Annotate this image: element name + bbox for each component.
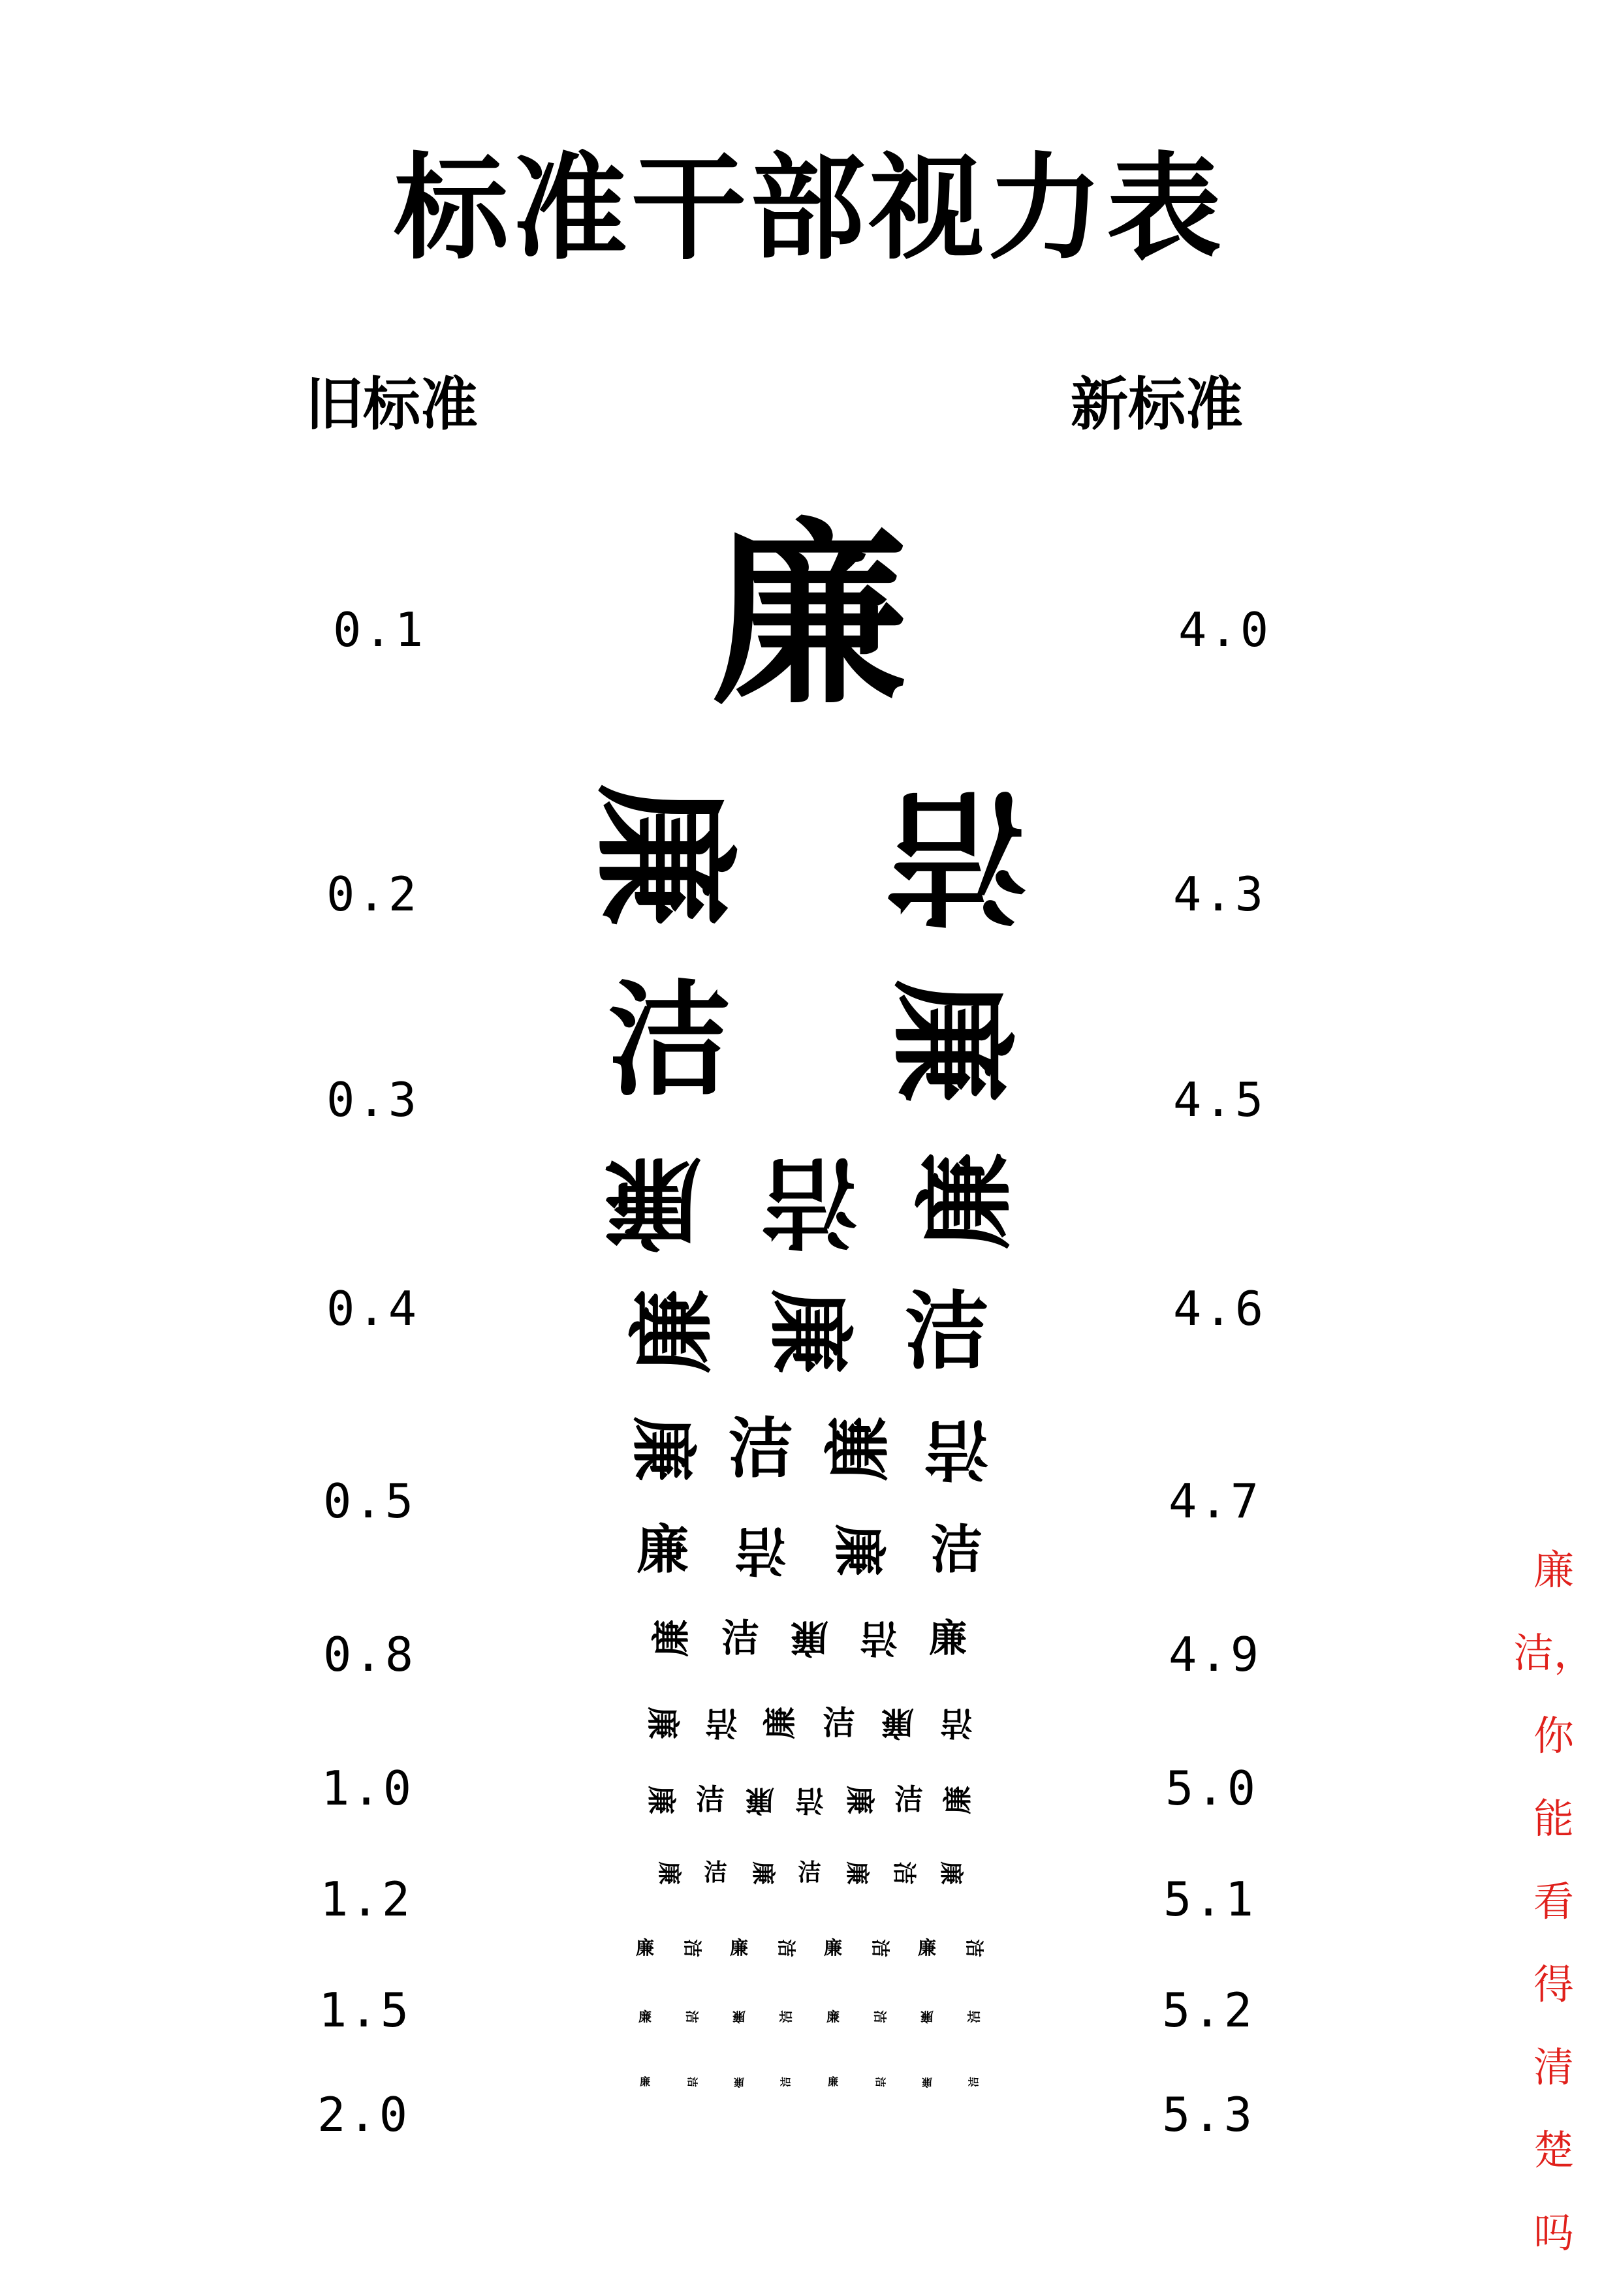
chart-character: 廉 xyxy=(640,2075,651,2088)
slogan-character: 廉 xyxy=(1533,1546,1574,1594)
old-scale-value: 1.0 xyxy=(321,1761,415,1816)
chart-character: 洁 xyxy=(859,1616,898,1660)
chart-row xyxy=(0,1144,1619,1258)
slogan-character: 清 xyxy=(1533,2043,1574,2091)
chart-row xyxy=(0,2010,1619,2023)
chart-character: 洁 xyxy=(607,969,732,1113)
chart-character: 廉 xyxy=(826,2009,840,2025)
page-title: 标准干部视力表 xyxy=(393,142,1225,275)
chart-character: 廉 xyxy=(636,1937,655,1959)
slogan-character: 吗 xyxy=(1533,2209,1574,2257)
chart-row xyxy=(0,1783,1619,1817)
chart-character: 廉 xyxy=(746,1784,774,1817)
new-scale-value: 4.0 xyxy=(1178,602,1272,657)
chart-character: 廉 xyxy=(761,1707,799,1739)
chart-character: 廉 xyxy=(921,2076,932,2088)
old-scale-value: 1.2 xyxy=(320,1872,413,1927)
new-scale-value: 4.9 xyxy=(1169,1627,1262,1682)
chart-row xyxy=(0,771,1619,939)
old-scale-value: 2.0 xyxy=(317,2087,411,2142)
chart-character: 廉 xyxy=(828,1524,889,1576)
chart-character: 洁 xyxy=(940,1704,973,1742)
new-scale-value: 4.7 xyxy=(1169,1474,1262,1528)
chart-character: 廉 xyxy=(820,1416,896,1482)
chart-character: 洁 xyxy=(872,2010,888,2023)
chart-row xyxy=(0,2077,1619,2087)
chart-character: 廉 xyxy=(843,1861,870,1885)
chart-character: 廉 xyxy=(920,2009,934,2025)
chart-row xyxy=(0,969,1619,1113)
chart-row xyxy=(0,503,1619,730)
chart-character: 廉 xyxy=(644,1707,682,1739)
chart-character: 廉 xyxy=(625,1416,701,1482)
chart-character: 廉 xyxy=(730,1937,749,1959)
chart-character: 洁 xyxy=(721,1616,760,1660)
chart-character: 廉 xyxy=(733,2076,744,2088)
chart-character: 廉 xyxy=(790,1616,828,1660)
chart-row xyxy=(0,1616,1619,1660)
old-scale-value: 0.8 xyxy=(323,1627,417,1682)
chart-character: 洁 xyxy=(734,1520,787,1581)
old-scale-value: 0.3 xyxy=(326,1072,420,1127)
chart-character: 廉 xyxy=(655,1861,682,1885)
new-scale-value: 5.2 xyxy=(1162,1983,1255,2038)
chart-row xyxy=(0,1282,1619,1381)
chart-character: 廉 xyxy=(909,1151,1023,1250)
chart-character: 洁 xyxy=(705,1704,738,1742)
chart-character: 洁 xyxy=(795,1784,824,1817)
chart-row xyxy=(0,1704,1619,1742)
chart-character: 洁 xyxy=(696,1783,725,1816)
chart-row xyxy=(0,1519,1619,1581)
old-scale-value: 0.1 xyxy=(333,602,426,657)
chart-character: 廉 xyxy=(732,2009,746,2025)
slogan-character: 你 xyxy=(1533,1712,1574,1760)
chart-character: 洁 xyxy=(904,1282,990,1381)
chart-row xyxy=(0,1939,1619,1957)
chart-character: 洁 xyxy=(728,1410,793,1487)
chart-character: 廉 xyxy=(937,1861,964,1885)
chart-character: 洁 xyxy=(778,2010,794,2023)
chart-character: 洁 xyxy=(890,1861,917,1885)
new-scale-value: 5.0 xyxy=(1165,1761,1259,1816)
old-scale-value: 0.5 xyxy=(323,1474,417,1528)
chart-character: 廉 xyxy=(918,1937,937,1959)
chart-character: 洁 xyxy=(760,1144,858,1258)
new-scale-value: 5.3 xyxy=(1162,2087,1255,2142)
new-scale-value: 4.3 xyxy=(1173,867,1266,922)
old-standard-header: 旧标准 xyxy=(306,371,479,438)
chart-character: 廉 xyxy=(603,1144,702,1258)
new-standard-header: 新标准 xyxy=(1071,371,1244,438)
slogan xyxy=(1513,1546,1595,2296)
chart-character: 洁 xyxy=(967,2076,980,2087)
new-scale-value: 4.6 xyxy=(1173,1281,1266,1336)
chart-character: 廉 xyxy=(638,2009,652,2025)
chart-character: 廉 xyxy=(760,1289,859,1374)
new-scale-value: 5.1 xyxy=(1163,1872,1257,1927)
slogan-character: 洁， xyxy=(1513,1629,1595,1677)
chart-character: 洁 xyxy=(686,2077,699,2088)
slogan-character: 能 xyxy=(1533,1795,1574,1842)
chart-character: 洁 xyxy=(884,771,1028,939)
chart-character: 洁 xyxy=(870,1939,891,1958)
chart-character: 洁 xyxy=(798,1859,822,1886)
chart-character: 洁 xyxy=(704,1859,728,1886)
chart-character: 廉 xyxy=(644,1786,678,1814)
chart-character: 洁 xyxy=(779,2076,792,2087)
chart-character: 洁 xyxy=(682,1939,703,1958)
chart-row xyxy=(0,1410,1619,1487)
chart-character: 廉 xyxy=(941,1786,975,1814)
old-scale-value: 1.5 xyxy=(319,1983,412,2038)
chart-character: 廉 xyxy=(824,1937,843,1959)
chart-character: 廉 xyxy=(843,1786,876,1814)
chart-character: 洁 xyxy=(894,1783,923,1816)
chart-character: 洁 xyxy=(874,2077,887,2088)
chart-character: 洁 xyxy=(776,1939,797,1958)
chart-character: 廉 xyxy=(929,1616,967,1660)
slogan-character: 楚 xyxy=(1533,2126,1574,2174)
chart-character: 廉 xyxy=(637,1519,689,1580)
old-scale-value: 0.4 xyxy=(326,1281,420,1336)
chart-character: 廉 xyxy=(623,1288,722,1374)
chart-character: 洁 xyxy=(823,1704,855,1742)
chart-character: 廉 xyxy=(828,2075,839,2088)
chart-character: 洁 xyxy=(924,1411,989,1487)
new-scale-value: 4.5 xyxy=(1173,1072,1266,1127)
chart-character: 廉 xyxy=(579,783,746,927)
slogan-character: 看 xyxy=(1533,1878,1574,1925)
old-scale-value: 0.2 xyxy=(326,867,420,922)
chart-character: 廉 xyxy=(881,1704,914,1742)
chart-character: 洁 xyxy=(684,2010,700,2023)
chart-character: 廉 xyxy=(712,503,907,730)
chart-character: 廉 xyxy=(749,1861,776,1885)
chart-character: 洁 xyxy=(966,2010,982,2023)
slogan-character: 得 xyxy=(1533,1961,1574,2008)
chart-character: 廉 xyxy=(878,979,1022,1104)
chart-character: 洁 xyxy=(964,1939,985,1958)
chart-row xyxy=(0,1861,1619,1885)
chart-character: 廉 xyxy=(649,1619,693,1657)
chart-character: 洁 xyxy=(930,1519,982,1580)
